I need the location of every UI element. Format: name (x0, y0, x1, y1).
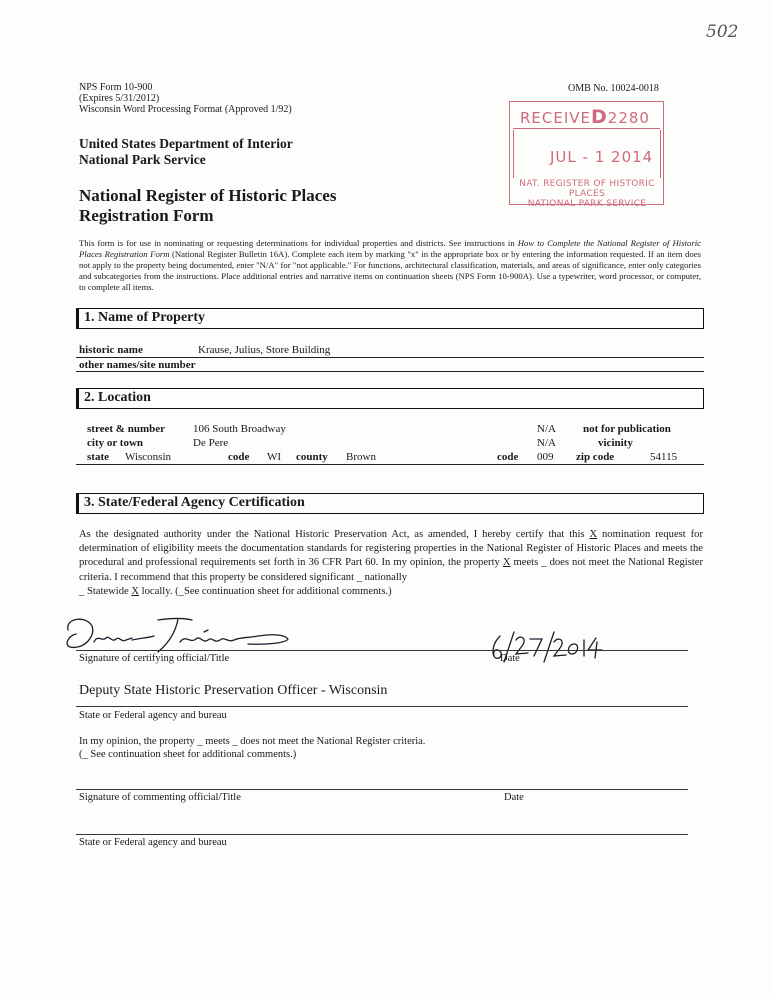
cert-mark-nomination: X (589, 529, 598, 540)
cert-blank-continuation: _ (178, 585, 184, 597)
certifying-date-label: Date (500, 653, 520, 664)
form-title-line2: Registration Form (79, 206, 214, 225)
vicinity-na: N/A (537, 437, 556, 449)
state-label: state (87, 451, 109, 463)
intro-text-2: (National Register Bulletin 16A). Complete each item by marking "x" in the appropriate box or by entering the information requested. If an item does not apply to the property being documented, enter "N/A" for "not applicable." For functions, architectural classification, materials, and areas of significance, enter only categories and subcategories from the instructions. Place additional entries and narrative items on continuation sheets (NPS Form 10-900A). Use a typewriter, word processor, or computer, to complete all items. (79, 249, 701, 292)
cert-text-8: See continuation sheet for additional comments.) (183, 585, 392, 597)
cert-text-3: meets (510, 557, 542, 569)
commenting-signature-label: Signature of commenting official/Title (79, 792, 241, 803)
op-blank-does-not-meet: _ (232, 736, 238, 747)
cert-mark-meets: X (502, 557, 511, 569)
stamp-footer-line1: NAT. REGISTER OF HISTORIC PLACES (519, 179, 655, 199)
historic-name-value: Krause, Julius, Store Building (198, 344, 331, 356)
stamp-right-rule (660, 130, 661, 178)
county-label: county (296, 451, 328, 463)
form-header (79, 82, 409, 115)
section-2-heading: 2. Location (84, 390, 151, 405)
section-1-heading-box (76, 308, 704, 329)
op-text-3: does not meet the National Register criteria. (237, 736, 426, 747)
op-blank-meets: _ (197, 736, 203, 747)
certifying-signature-rule (76, 650, 688, 651)
cert-blank-does-not-meet: _ (541, 557, 547, 569)
cert-text-7: locally. ( (139, 585, 179, 597)
state-code-value: WI (267, 451, 282, 463)
agency-rule-2 (76, 834, 688, 835)
agency-label-2: State or Federal agency and bureau (79, 837, 227, 848)
department-heading (79, 136, 293, 168)
stamp-footer (512, 179, 662, 209)
section-3-heading-box (76, 493, 704, 514)
commenting-opinion-line2 (79, 748, 425, 761)
stamp-received-text: RECEIVE (520, 109, 592, 127)
form-title (79, 186, 336, 226)
form-expiry: (Expires 5/31/2012) (79, 93, 160, 104)
section-1-heading: 1. Name of Property (84, 310, 206, 325)
other-names-label: other names/site number (79, 359, 196, 371)
op-text-5: See continuation sheet for additional comments.) (87, 749, 297, 760)
zip-label: zip code (576, 451, 615, 463)
cert-text-1: As the designated authority under the National Historic Preservation Act, as amended, I hereby certify that this (79, 529, 590, 540)
stamp-date: JUL - 1 2014 (550, 148, 654, 166)
county-code-label: code (497, 451, 519, 463)
op-text-2: meets (202, 736, 233, 747)
stamp-left-rule (513, 130, 514, 178)
intro-text-1: This form is for use in nominating or requesting determinations for individual properties and districts. See instructions in (79, 238, 518, 248)
op-text-1: In my opinion, the property (79, 736, 198, 747)
cert-text-2: nomination request for determination of eligibility meets the documentation standards for registering properties in the National Register of Historic Places and meets the procedural and professional requirements set forth in 36 CFR Part 60. In my opinion, the property (79, 529, 703, 569)
commenting-opinion-line1 (79, 735, 425, 748)
stamp-received (520, 106, 650, 128)
city-value: De Pere (193, 437, 229, 449)
cert-text-4: does not meet the National Register criteria. I recommend that this property be considered significant (79, 557, 703, 583)
section-2-heading-box (76, 388, 704, 409)
cert-text-5: nationally (362, 571, 408, 583)
section-3-heading: 3. State/Federal Agency Certification (84, 495, 305, 510)
stamp-received-d: D (591, 106, 608, 128)
not-for-publication-label: not for publication (583, 423, 671, 435)
commenting-opinion (79, 735, 425, 761)
county-code-value: 009 (537, 451, 554, 463)
agency-rule (76, 706, 688, 707)
commenting-signature-rule (76, 789, 688, 790)
form-number: NPS Form 10-900 (79, 82, 153, 93)
certification-paragraph (79, 528, 703, 599)
received-stamp (509, 101, 664, 209)
zip-value: 54115 (650, 451, 678, 463)
intro-italic-title: How to Complete the National Register of Historic Places Registration Form (79, 238, 701, 259)
form-processing-format: Wisconsin Word Processing Format (Approved 1/92) (79, 104, 292, 115)
op-blank-continuation: _ (82, 749, 88, 760)
op-text-4: ( (79, 749, 83, 760)
historic-name-rule (76, 357, 704, 358)
form-title-line1: National Register of Historic Places (79, 186, 337, 205)
intro-paragraph (79, 238, 701, 293)
location-rule (76, 464, 704, 465)
cert-blank-nationally: _ (356, 571, 362, 583)
historic-name-label: historic name (79, 344, 143, 356)
cert-blank-statewide: _ (79, 585, 85, 597)
department-line1: United States Department of Interior (79, 136, 293, 151)
department-line2: National Park Service (79, 152, 206, 167)
street-label: street & number (87, 423, 165, 435)
stamp-footer-line2: NATIONAL PARK SERVICE (527, 199, 647, 209)
omb-number: OMB No. 10024-0018 (568, 83, 659, 94)
cert-mark-locally: X (131, 585, 140, 597)
other-names-rule (76, 371, 704, 372)
corner-annotation: 502 (706, 22, 739, 42)
city-label: city or town (87, 437, 144, 449)
cert-text-6: Statewide (84, 585, 132, 597)
certifying-signature-label: Signature of certifying official/Title (79, 653, 230, 664)
state-code-label: code (228, 451, 250, 463)
stamp-received-number: 2280 (607, 109, 650, 127)
not-for-publication-na: N/A (537, 423, 556, 435)
certifying-official-title: Deputy State Historic Preservation Officer - Wisconsin (79, 683, 388, 698)
vicinity-label: vicinity (598, 437, 633, 449)
street-value: 106 South Broadway (193, 423, 286, 435)
state-value: Wisconsin (125, 451, 171, 463)
county-value: Brown (346, 451, 376, 463)
commenting-date-label: Date (504, 792, 524, 803)
agency-label: State or Federal agency and bureau (79, 710, 227, 721)
